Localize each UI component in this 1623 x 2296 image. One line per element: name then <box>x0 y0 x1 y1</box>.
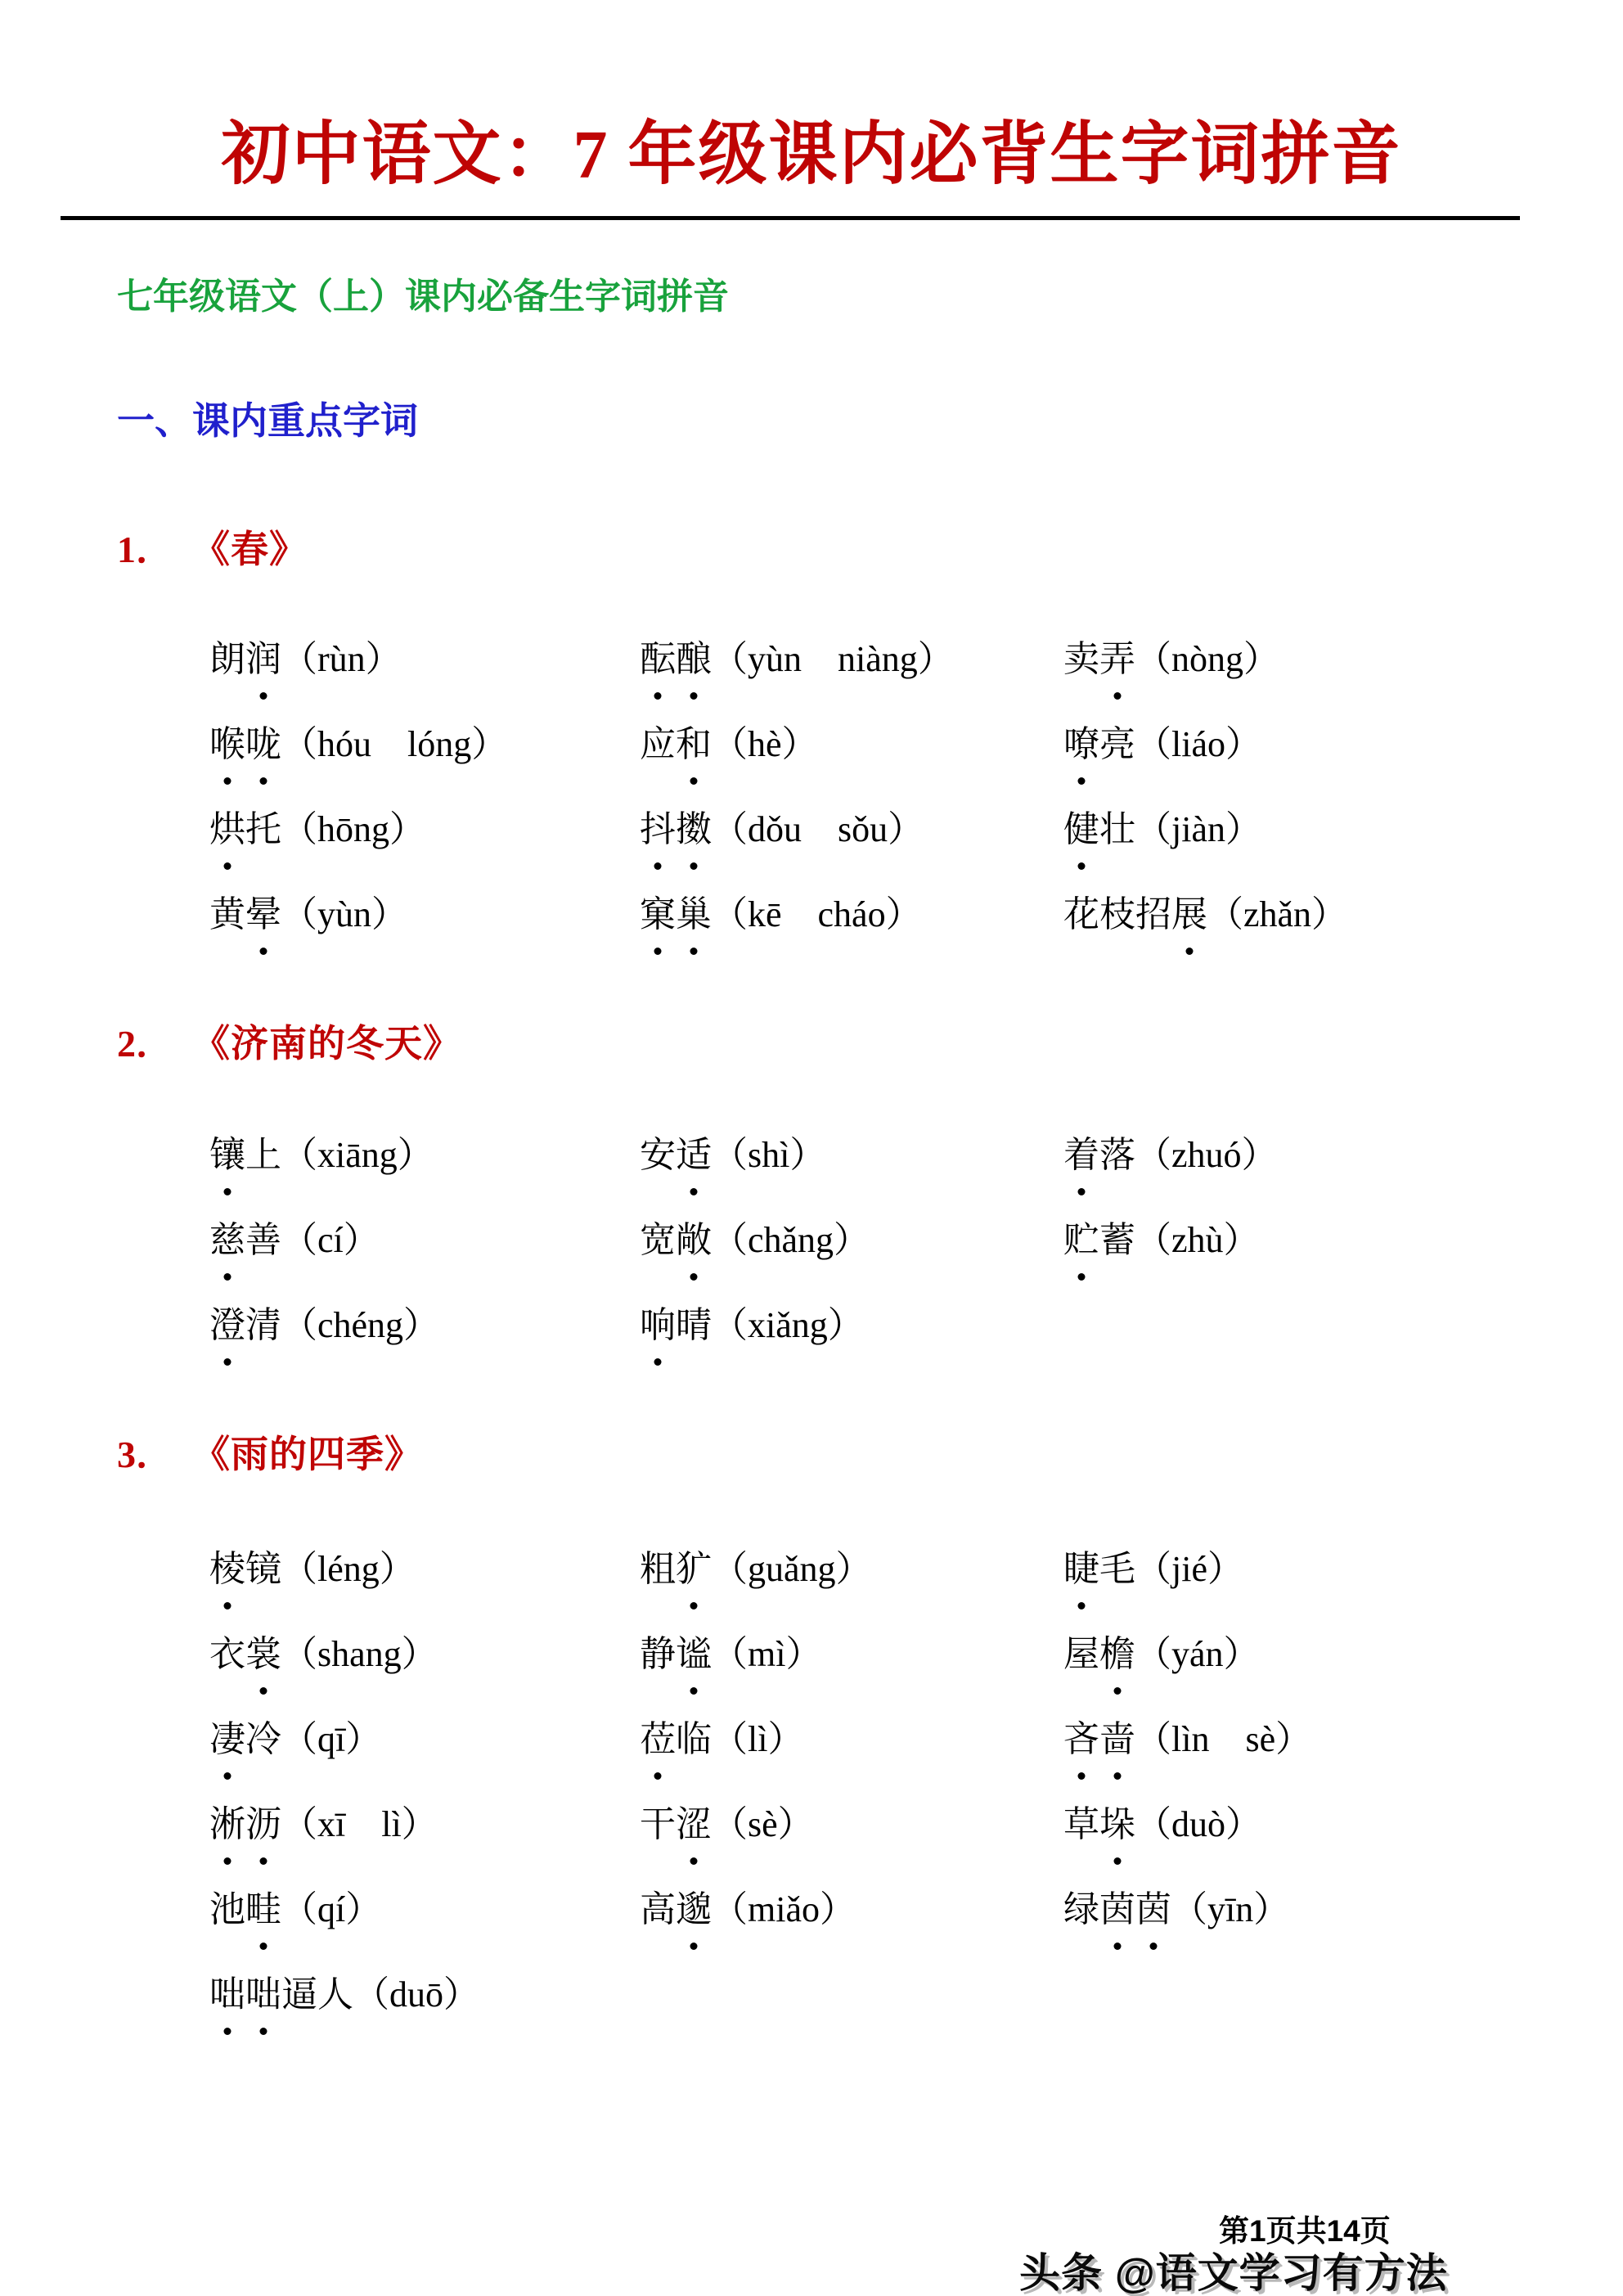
hanzi-char: 健 <box>1063 809 1099 849</box>
word-entry <box>209 1806 640 1844</box>
hanzi-char: 淅 <box>209 1804 245 1844</box>
lesson-section <box>0 1025 1623 1344</box>
word-pinyin: （liáo） <box>1135 724 1261 764</box>
word-grid <box>0 1137 1623 1344</box>
hanzi-char: 花 <box>1063 894 1099 934</box>
word-hanzi <box>209 809 281 849</box>
hanzi-char: 临 <box>676 1719 712 1759</box>
hanzi-char: 池 <box>209 1889 245 1929</box>
hanzi-char: 擞 <box>676 809 712 849</box>
word-pinyin: （nòng） <box>1135 639 1279 679</box>
word-hanzi <box>209 1135 281 1175</box>
hanzi-char: 晕 <box>245 894 281 934</box>
section-number: 1． <box>117 529 173 570</box>
word-pinyin: （chǎng） <box>712 1220 870 1260</box>
hanzi-char: 邈 <box>676 1889 712 1929</box>
hanzi-char: 草 <box>1063 1804 1099 1844</box>
word-pinyin: （yùn niàng） <box>712 639 954 679</box>
word-hanzi <box>640 1889 712 1929</box>
hanzi-char: 善 <box>245 1220 281 1260</box>
word-entry <box>640 1891 1063 1929</box>
word-hanzi <box>640 1305 712 1345</box>
word-hanzi <box>1063 894 1207 934</box>
title-divider <box>61 216 1520 220</box>
word-hanzi <box>209 1889 281 1929</box>
word-entry <box>209 1976 640 2014</box>
hanzi-char: 茵 <box>1099 1889 1135 1929</box>
hanzi-char: 清 <box>245 1305 281 1345</box>
hanzi-char: 逼 <box>281 1974 317 2015</box>
word-entry <box>640 1721 1063 1758</box>
word-entry <box>209 896 640 934</box>
word-pinyin: （yán） <box>1135 1634 1260 1674</box>
word-pinyin: （shang） <box>281 1634 438 1674</box>
hanzi-char: 响 <box>640 1305 676 1345</box>
word-pinyin: （lì） <box>712 1719 804 1759</box>
word-entry <box>209 641 640 678</box>
word-hanzi <box>1063 724 1135 764</box>
word-pinyin: （zhù） <box>1135 1220 1260 1260</box>
word-hanzi <box>209 1305 281 1345</box>
word-grid <box>0 1551 1623 2014</box>
hanzi-char: 凄 <box>209 1719 245 1759</box>
word-entry <box>640 1137 1063 1174</box>
section-title: 《雨的四季》 <box>192 1434 423 1475</box>
lesson-section <box>0 531 1623 934</box>
hanzi-char: 人 <box>317 1974 353 2015</box>
hanzi-char: 卖 <box>1063 639 1099 679</box>
word-hanzi <box>1063 1220 1135 1260</box>
hanzi-char: 酝 <box>640 639 676 679</box>
word-entry <box>209 726 640 763</box>
hanzi-char: 静 <box>640 1634 676 1674</box>
section-number: 2． <box>117 1023 173 1065</box>
hanzi-char: 落 <box>1099 1135 1135 1175</box>
word-pinyin: （mì） <box>712 1634 822 1674</box>
hanzi-char: 毛 <box>1099 1549 1135 1589</box>
word-pinyin: （miǎo） <box>712 1889 856 1929</box>
word-hanzi <box>640 724 712 764</box>
hanzi-char: 咄 <box>245 1974 281 2015</box>
word-hanzi <box>209 1220 281 1260</box>
subtitle: 七年级语文（上）课内必备生字词拼音 <box>117 277 729 317</box>
word-pinyin: （jié） <box>1135 1549 1243 1589</box>
word-entry <box>1063 1137 1623 1174</box>
hanzi-char: 着 <box>1063 1135 1099 1175</box>
word-hanzi <box>640 1804 712 1844</box>
word-pinyin: （zhǎn） <box>1207 894 1348 934</box>
hanzi-char: 展 <box>1171 894 1207 934</box>
hanzi-char: 冷 <box>245 1719 281 1759</box>
word-pinyin: （léng） <box>281 1549 416 1589</box>
word-pinyin: （qī） <box>281 1719 382 1759</box>
word-hanzi <box>209 1634 281 1674</box>
hanzi-char: 涩 <box>676 1804 712 1844</box>
hanzi-char: 畦 <box>245 1889 281 1929</box>
word-entry <box>640 641 1063 678</box>
word-grid <box>0 641 1623 934</box>
word-hanzi <box>1063 1135 1135 1175</box>
section-heading <box>117 531 1623 569</box>
hanzi-char: 沥 <box>245 1804 281 1844</box>
section-title: 《济南的冬天》 <box>192 1023 461 1065</box>
word-pinyin: （duō） <box>353 1974 479 2015</box>
hanzi-char: 高 <box>640 1889 676 1929</box>
word-pinyin: （jiàn） <box>1135 809 1261 849</box>
outline-heading: 一、课内重点字词 <box>117 399 418 442</box>
word-hanzi <box>209 724 281 764</box>
word-hanzi <box>640 1719 712 1759</box>
hanzi-char: 巢 <box>676 894 712 934</box>
word-entry <box>640 726 1063 763</box>
word-pinyin: （shì） <box>712 1135 826 1175</box>
word-hanzi <box>1063 1719 1135 1759</box>
hanzi-char: 蓄 <box>1099 1220 1135 1260</box>
word-hanzi <box>1063 1634 1135 1674</box>
word-pinyin: （yīn） <box>1171 1889 1290 1929</box>
hanzi-char: 犷 <box>676 1549 712 1589</box>
word-entry <box>640 811 1063 849</box>
word-entry <box>209 811 640 849</box>
word-entry <box>1063 1551 1623 1588</box>
word-entry <box>640 1806 1063 1844</box>
word-entry <box>209 1721 640 1758</box>
word-entry <box>1063 1636 1623 1673</box>
section-heading <box>117 1436 1623 1474</box>
word-entry <box>1063 726 1623 763</box>
page-title: 初中语文：7 年级课内必背生字词拼音 <box>221 117 1402 193</box>
hanzi-char: 睫 <box>1063 1549 1099 1589</box>
hanzi-char: 垛 <box>1099 1804 1135 1844</box>
hanzi-char: 贮 <box>1063 1220 1099 1260</box>
hanzi-char: 咄 <box>209 1974 245 2015</box>
hanzi-char: 粗 <box>640 1549 676 1589</box>
hanzi-char: 嘹 <box>1063 724 1099 764</box>
hanzi-char: 喉 <box>209 724 245 764</box>
hanzi-char: 咙 <box>245 724 281 764</box>
hanzi-char: 窠 <box>640 894 676 934</box>
word-entry <box>209 1137 640 1174</box>
section-title: 《春》 <box>192 529 308 570</box>
word-hanzi <box>640 639 712 679</box>
hanzi-char: 晴 <box>676 1305 712 1345</box>
hanzi-char: 润 <box>245 639 281 679</box>
word-entry <box>640 1307 1063 1344</box>
hanzi-char: 黄 <box>209 894 245 934</box>
hanzi-char: 托 <box>245 809 281 849</box>
word-pinyin: （xiǎng） <box>712 1305 864 1345</box>
word-pinyin: （kē cháo） <box>712 894 922 934</box>
word-pinyin: （dǒu sǒu） <box>712 809 924 849</box>
word-entry <box>1063 896 1623 934</box>
word-entry <box>1063 1806 1623 1844</box>
word-pinyin: （yùn） <box>281 894 407 934</box>
word-hanzi <box>209 1804 281 1844</box>
word-entry <box>640 896 1063 934</box>
word-pinyin: （duò） <box>1135 1804 1261 1844</box>
word-entry <box>209 1222 640 1259</box>
hanzi-char: 干 <box>640 1804 676 1844</box>
word-entry <box>209 1636 640 1673</box>
word-entry <box>1063 1891 1623 1929</box>
hanzi-char: 弄 <box>1099 639 1135 679</box>
word-hanzi <box>640 1549 712 1589</box>
word-pinyin: （rùn） <box>281 639 402 679</box>
word-pinyin: （hóu lóng） <box>281 724 508 764</box>
hanzi-char: 烘 <box>209 809 245 849</box>
hanzi-char: 宽 <box>640 1220 676 1260</box>
hanzi-char: 枝 <box>1099 894 1135 934</box>
hanzi-char: 上 <box>245 1135 281 1175</box>
word-entry <box>640 1222 1063 1259</box>
word-pinyin: （sè） <box>712 1804 814 1844</box>
word-hanzi <box>640 1220 712 1260</box>
word-entry <box>1063 641 1623 678</box>
sections-container <box>0 531 1623 2014</box>
word-hanzi <box>640 894 712 934</box>
hanzi-char: 裳 <box>245 1634 281 1674</box>
lesson-section <box>0 1436 1623 2014</box>
hanzi-char: 慈 <box>209 1220 245 1260</box>
word-hanzi <box>209 1974 353 2015</box>
word-pinyin: （chéng） <box>281 1305 440 1345</box>
word-pinyin: （hōng） <box>281 809 425 849</box>
word-hanzi <box>1063 639 1135 679</box>
hanzi-char: 抖 <box>640 809 676 849</box>
hanzi-char: 镜 <box>245 1549 281 1589</box>
hanzi-char: 啬 <box>1099 1719 1135 1759</box>
word-entry <box>209 1551 640 1588</box>
page-number: 第1页共14页 <box>1219 2214 1391 2248</box>
word-pinyin: （hè） <box>712 724 818 764</box>
hanzi-char: 安 <box>640 1135 676 1175</box>
hanzi-char: 和 <box>676 724 712 764</box>
word-entry <box>640 1551 1063 1588</box>
hanzi-char: 莅 <box>640 1719 676 1759</box>
word-entry <box>640 1636 1063 1673</box>
hanzi-char: 敞 <box>676 1220 712 1260</box>
word-pinyin: （xī lì） <box>281 1804 438 1844</box>
hanzi-char: 亮 <box>1099 724 1135 764</box>
word-pinyin: （guǎng） <box>712 1549 872 1589</box>
word-pinyin: （xiāng） <box>281 1135 434 1175</box>
section-heading <box>117 1025 1623 1063</box>
hanzi-char: 朗 <box>209 639 245 679</box>
section-number: 3． <box>117 1434 173 1475</box>
word-hanzi <box>1063 1804 1135 1844</box>
word-hanzi <box>640 1634 712 1674</box>
hanzi-char: 酿 <box>676 639 712 679</box>
word-hanzi <box>1063 809 1135 849</box>
word-hanzi <box>209 1719 281 1759</box>
word-hanzi <box>1063 1889 1171 1929</box>
word-hanzi <box>209 639 281 679</box>
word-hanzi <box>640 1135 712 1175</box>
hanzi-char: 壮 <box>1099 809 1135 849</box>
hanzi-char: 镶 <box>209 1135 245 1175</box>
word-entry <box>209 1307 640 1344</box>
watermark: 头条 @语文学习有方法 <box>1019 2250 1448 2296</box>
word-entry <box>209 1891 640 1929</box>
hanzi-char: 应 <box>640 724 676 764</box>
hanzi-char: 茵 <box>1135 1889 1171 1929</box>
hanzi-char: 谧 <box>676 1634 712 1674</box>
hanzi-char: 招 <box>1135 894 1171 934</box>
word-hanzi <box>209 1549 281 1589</box>
hanzi-char: 棱 <box>209 1549 245 1589</box>
word-pinyin: （zhuó） <box>1135 1135 1278 1175</box>
hanzi-char: 适 <box>676 1135 712 1175</box>
hanzi-char: 屋 <box>1063 1634 1099 1674</box>
word-hanzi <box>640 809 712 849</box>
word-entry <box>1063 1222 1623 1259</box>
word-pinyin: （lìn sè） <box>1135 1719 1312 1759</box>
word-entry <box>1063 1721 1623 1758</box>
word-entry <box>1063 811 1623 849</box>
word-pinyin: （cí） <box>281 1220 380 1260</box>
hanzi-char: 绿 <box>1063 1889 1099 1929</box>
hanzi-char: 衣 <box>209 1634 245 1674</box>
hanzi-char: 檐 <box>1099 1634 1135 1674</box>
word-hanzi <box>209 894 281 934</box>
word-hanzi <box>1063 1549 1135 1589</box>
hanzi-char: 吝 <box>1063 1719 1099 1759</box>
word-pinyin: （qí） <box>281 1889 382 1929</box>
hanzi-char: 澄 <box>209 1305 245 1345</box>
